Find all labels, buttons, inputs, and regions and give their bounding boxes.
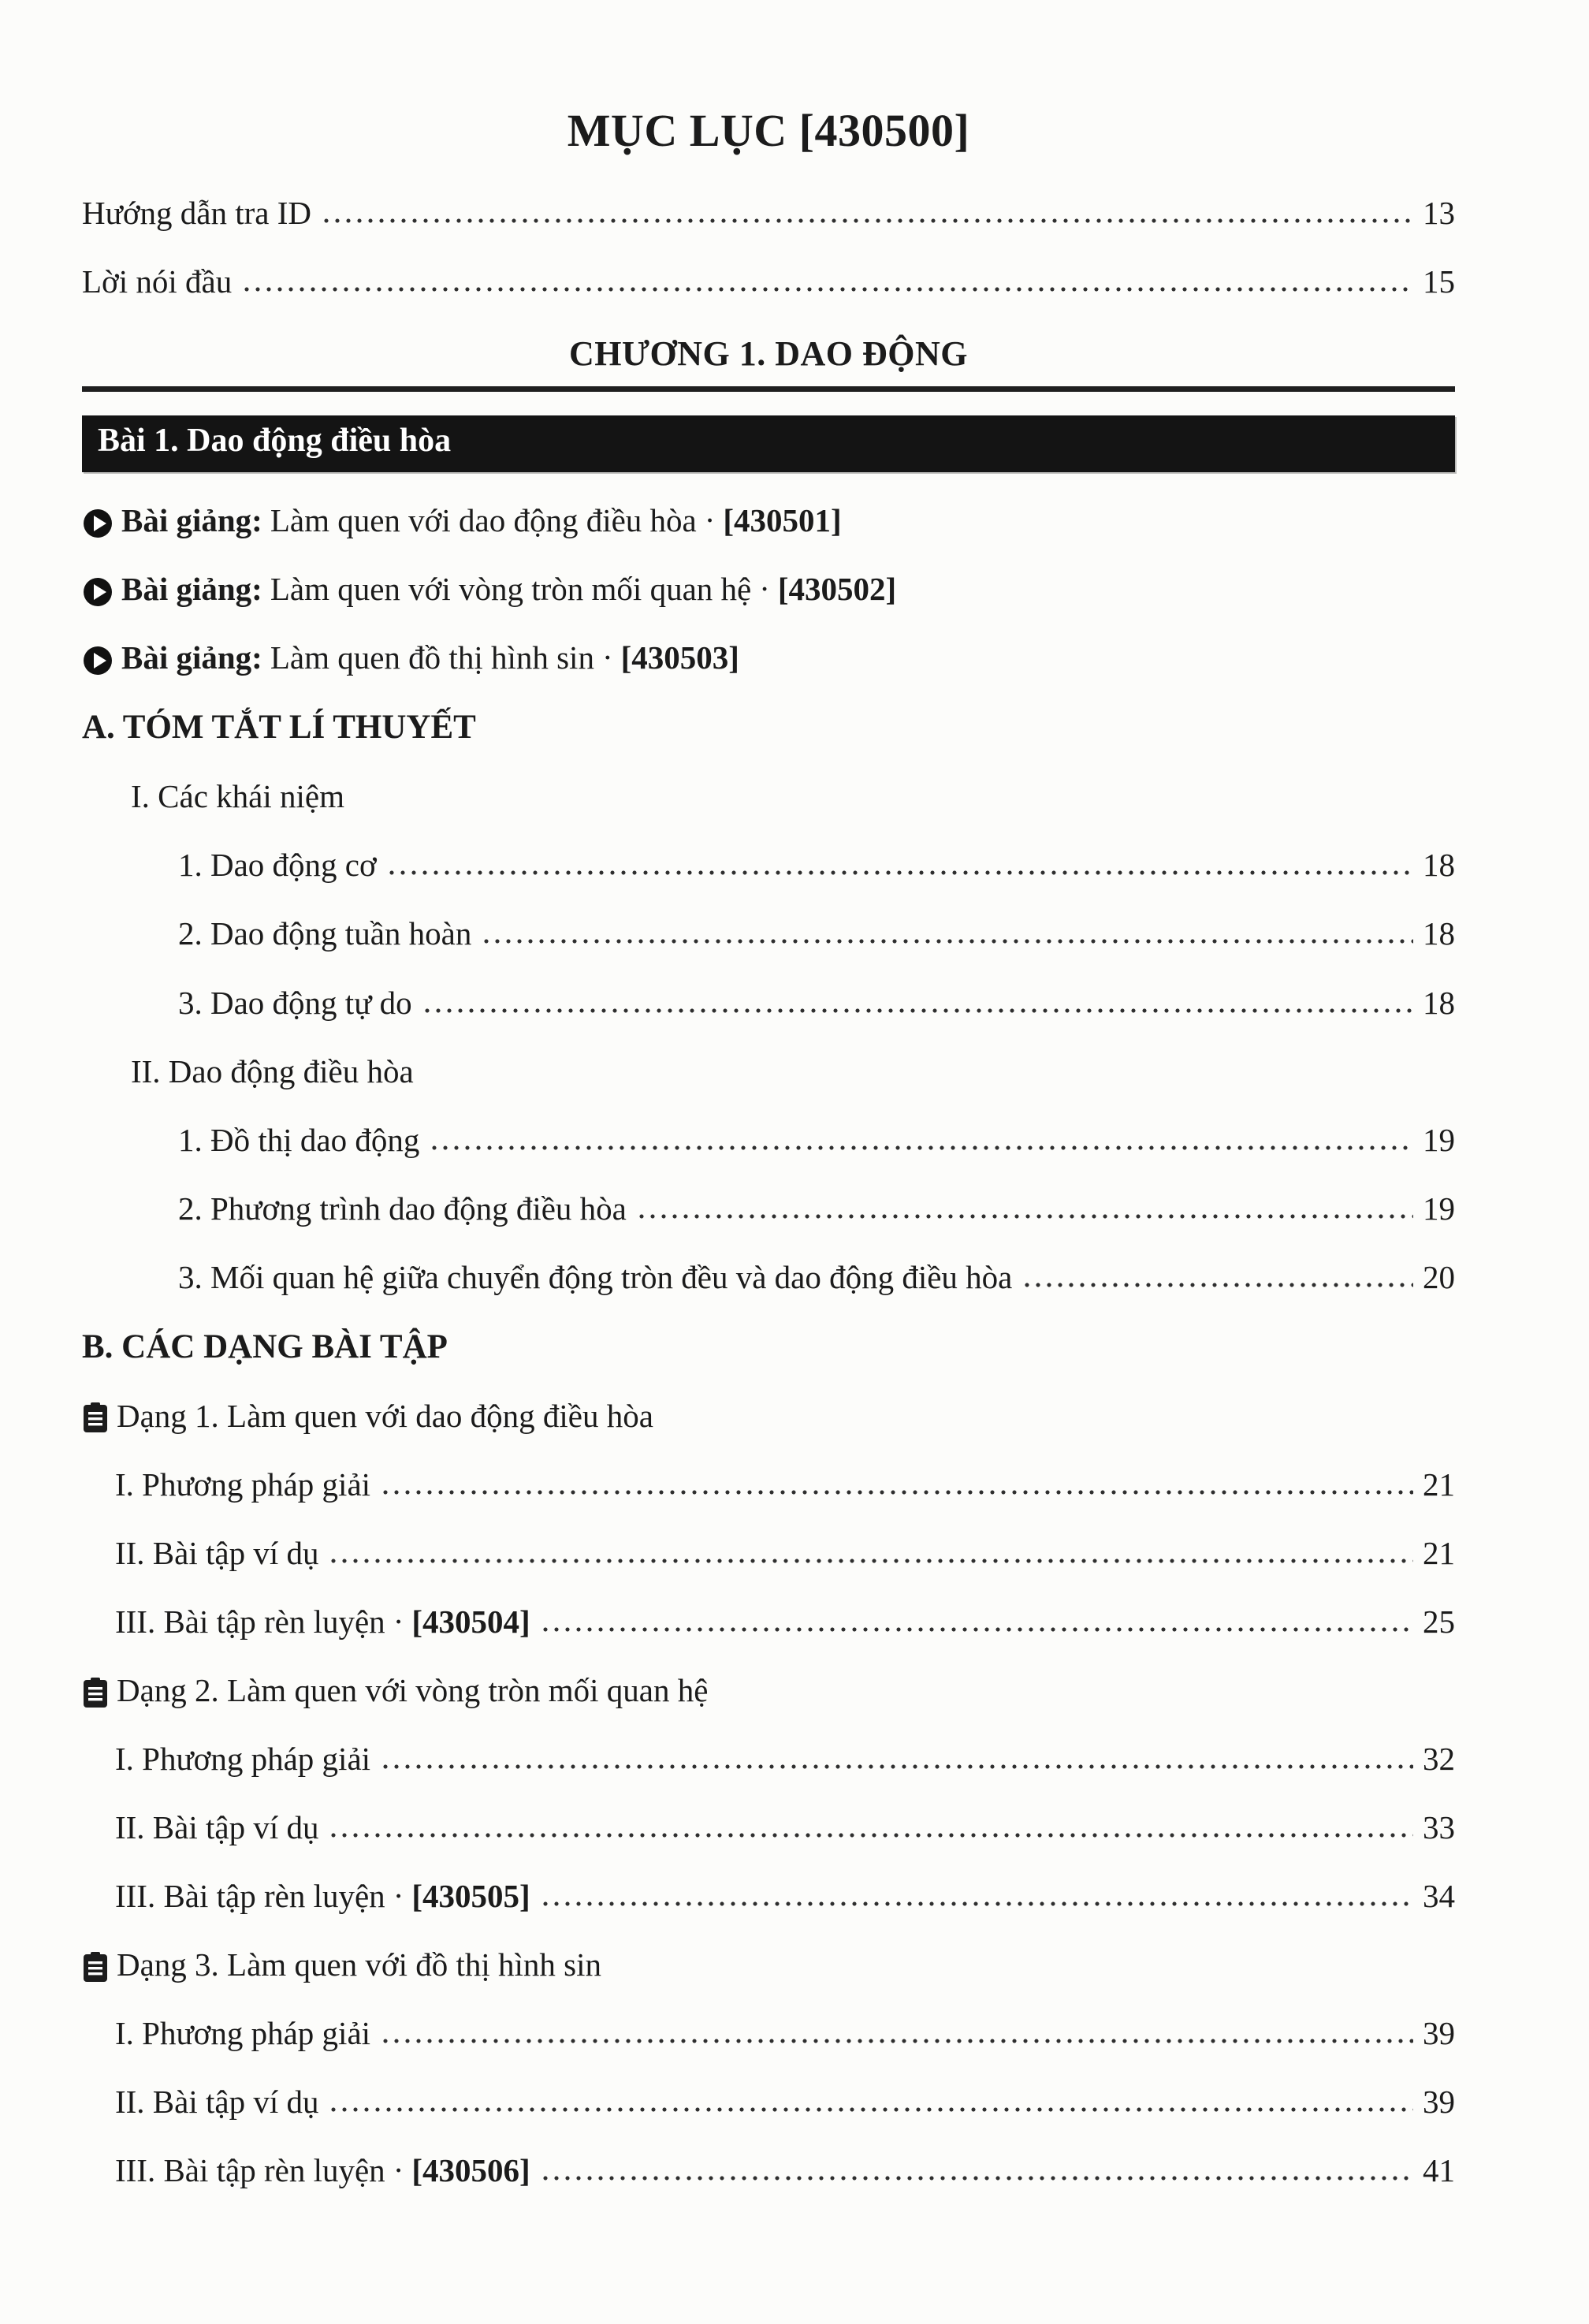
entry-label: 3. Mối quan hệ giữa chuyển động tròn đều và dao động điều hòa: [178, 1258, 1013, 1295]
entry-page-number: 32: [1423, 1741, 1455, 1778]
page-title: MỤC LỤC [430500]: [567, 105, 970, 156]
entry-label: 3. Dao động tự do: [178, 984, 412, 1021]
toc-entry: [82, 1123, 1455, 1157]
entry-label: III. Bài tập rèn luyện: [115, 1603, 385, 1641]
entry-page-number: 41: [1423, 2152, 1455, 2189]
entry-label: I. Phương pháp giải: [115, 1466, 371, 1503]
entry-page-number: 33: [1423, 1809, 1455, 1846]
entry-label: Hướng dẫn tra ID: [82, 195, 311, 231]
entry-page-number: 21: [1423, 1534, 1455, 1571]
dotted-leader: [540, 2175, 1413, 2181]
toc-entry: [82, 2154, 1455, 2188]
dotted-leader: [636, 1213, 1413, 1220]
dotted-leader: [328, 1832, 1413, 1838]
entry-label: I. Phương pháp giải: [115, 2015, 371, 2052]
dotted-leader: [422, 1007, 1413, 1014]
toc-entry: [82, 2085, 1455, 2119]
entry-page-number: 18: [1423, 847, 1455, 884]
separator: ·: [759, 571, 770, 608]
toc-entry: [82, 1258, 1455, 1295]
section-heading-label: A. TÓM TẮT LÍ THUYẾT: [82, 709, 476, 747]
entry-label: 1. Dao động cơ: [178, 847, 377, 884]
entry-label: 2. Phương trình dao động điều hòa: [178, 1190, 627, 1227]
separator: ·: [393, 1603, 404, 1641]
separator: ·: [704, 502, 716, 539]
group-heading: [82, 780, 1455, 814]
dotted-leader: [321, 218, 1413, 224]
lesson-banner: [82, 415, 1455, 472]
entry-label: II. Bài tập ví dụ: [115, 1809, 319, 1846]
play-icon: [82, 508, 114, 539]
form-heading: [82, 1399, 1455, 1433]
entry-label: III. Bài tập rèn luyện: [115, 2152, 385, 2189]
entry-id: [430506]: [411, 2152, 530, 2189]
entry-page-number: 39: [1423, 2015, 1455, 2052]
section-heading-label: B. CÁC DẠNG BÀI TẬP: [82, 1328, 448, 1365]
dotted-leader: [1022, 1282, 1413, 1288]
lecture-title: Làm quen với vòng tròn mối quan hệ: [270, 571, 752, 608]
dotted-leader: [540, 1901, 1413, 1907]
form-label: Dạng 2. Làm quen với vòng tròn mối quan hệ: [117, 1672, 709, 1709]
form-heading: [82, 1948, 1455, 1982]
dotted-leader: [380, 1763, 1413, 1770]
toc-entry: [82, 1811, 1455, 1845]
entry-page-number: 19: [1423, 1190, 1455, 1227]
clipboard-icon: [82, 1402, 109, 1434]
toc-entry: [82, 1536, 1455, 1570]
toc-entry: [82, 196, 1455, 230]
toc-entry: [82, 917, 1455, 951]
separator: ·: [393, 1878, 404, 1915]
separator: ·: [393, 2152, 404, 2189]
form-label: Dạng 1. Làm quen với dao động điều hòa: [117, 1397, 653, 1434]
toc-entry: [82, 1192, 1455, 1226]
clipboard-icon: [82, 1952, 109, 1983]
dotted-leader: [481, 938, 1413, 944]
toc-entry: [82, 848, 1455, 882]
entry-label: III. Bài tập rèn luyện: [115, 1878, 385, 1915]
lecture-prefix: Bài giảng:: [121, 502, 262, 539]
form-label: Dạng 3. Làm quen với đồ thị hình sin: [117, 1946, 601, 1983]
dotted-leader: [380, 1489, 1413, 1495]
entry-page-number: 15: [1423, 263, 1455, 300]
clipboard-icon: [82, 1678, 109, 1709]
lesson-banner-label: Bài 1. Dao động điều hòa: [98, 423, 452, 460]
entry-label: 1. Đồ thị dao động: [178, 1121, 420, 1158]
entry-page-number: 19: [1423, 1121, 1455, 1158]
group-heading-label: II. Dao động điều hòa: [131, 1052, 414, 1089]
lecture-prefix: Bài giảng:: [121, 571, 262, 608]
toc-entry: [82, 1468, 1455, 1502]
entry-label: II. Bài tập ví dụ: [115, 1534, 319, 1571]
toc-entry: [82, 1742, 1455, 1776]
chapter-rule: [82, 386, 1455, 392]
toc-entry: [82, 1605, 1455, 1639]
lecture-id: [430501]: [723, 502, 842, 539]
toc-entry: [82, 986, 1455, 1020]
dotted-leader: [429, 1145, 1413, 1151]
lecture-prefix: Bài giảng:: [121, 639, 262, 676]
entry-page-number: 21: [1423, 1466, 1455, 1503]
entry-label: Lời nói đầu: [82, 263, 233, 300]
dotted-leader: [328, 1558, 1413, 1564]
toc-entry: [82, 265, 1455, 299]
toc-entry: [82, 2017, 1455, 2050]
entry-label: II. Bài tập ví dụ: [115, 2084, 319, 2121]
entry-page-number: 20: [1423, 1258, 1455, 1295]
play-icon: [82, 576, 114, 608]
entry-page-number: 25: [1423, 1603, 1455, 1641]
lecture-title: Làm quen đồ thị hình sin: [270, 639, 594, 676]
lecture-item: [82, 572, 1455, 606]
entry-label: I. Phương pháp giải: [115, 1741, 371, 1778]
entry-label: 2. Dao động tuần hoàn: [178, 915, 472, 952]
chapter-heading: CHƯƠNG 1. DAO ĐỘNG: [568, 334, 969, 374]
toc-entry: [82, 1879, 1455, 1913]
entry-page-number: 18: [1423, 984, 1455, 1021]
entry-id: [430505]: [411, 1878, 530, 1915]
group-heading: [82, 1052, 1455, 1089]
play-icon: [82, 645, 114, 676]
section-heading-theory: [82, 709, 1455, 745]
dotted-leader: [241, 286, 1413, 292]
entry-page-number: 34: [1423, 1878, 1455, 1915]
lecture-id: [430503]: [620, 639, 739, 676]
lecture-item: [82, 641, 1455, 675]
lecture-item: [82, 504, 1455, 538]
separator: ·: [601, 639, 613, 676]
entry-page-number: 13: [1423, 195, 1455, 231]
lecture-title: Làm quen với dao động điều hòa: [270, 502, 697, 539]
section-heading-exercises: [82, 1329, 1455, 1365]
dotted-leader: [386, 870, 1413, 876]
form-heading: [82, 1674, 1455, 1708]
entry-page-number: 18: [1423, 915, 1455, 952]
dotted-leader: [328, 2106, 1413, 2113]
dotted-leader: [540, 1626, 1413, 1633]
entry-id: [430504]: [411, 1603, 530, 1641]
dotted-leader: [380, 2038, 1413, 2044]
lecture-id: [430502]: [777, 571, 897, 608]
entry-page-number: 39: [1423, 2084, 1455, 2121]
group-heading-label: I. Các khái niệm: [131, 778, 344, 815]
